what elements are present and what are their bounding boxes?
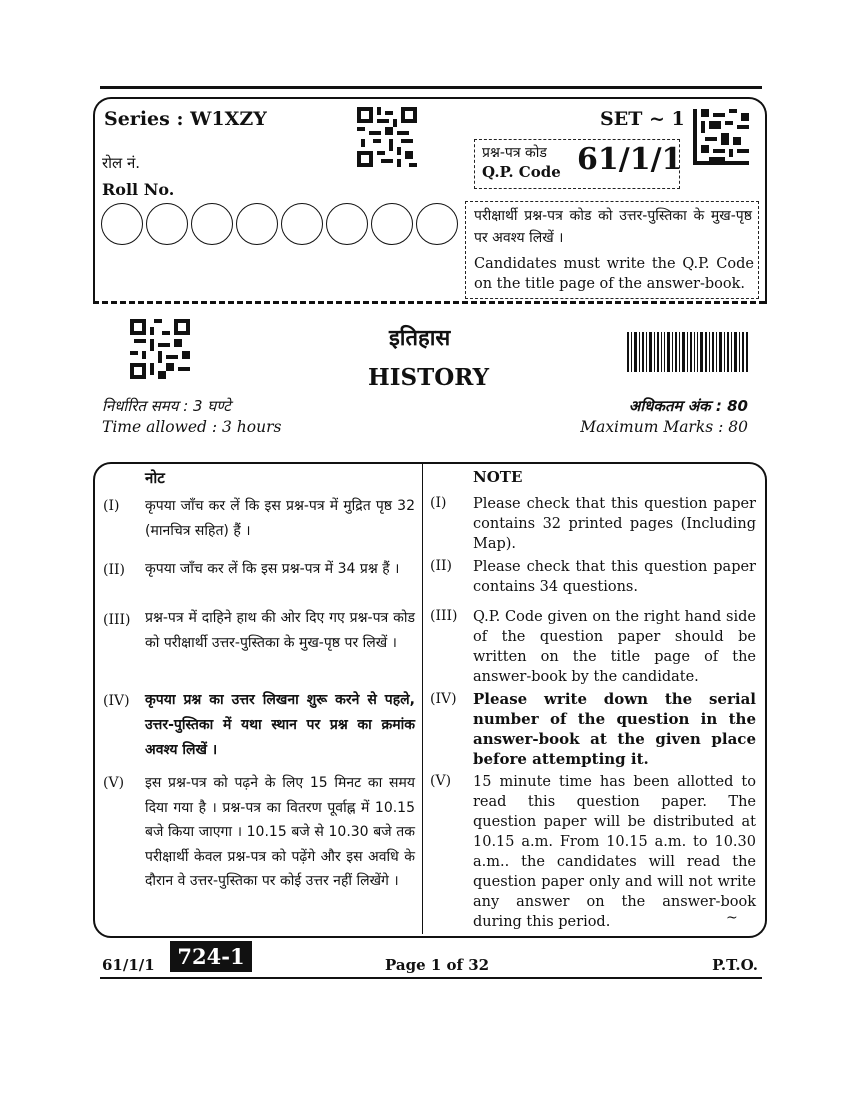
note-heading-hindi: नोट (145, 469, 165, 487)
note-item-number: (II) (430, 558, 452, 574)
max-marks-english: Maximum Marks : 80 (580, 418, 748, 436)
note-item-hindi: कृपया जाँच कर लें कि इस प्रश्न-पत्र में मुद्रित पृष्ठ 32 (मानचित्र सहित) हैं । (145, 498, 415, 539)
note-item-number: (I) (103, 498, 120, 514)
roll-digit-circle[interactable] (326, 203, 368, 245)
note-item-number: (III) (103, 612, 131, 628)
note-item-number: (III) (430, 608, 458, 624)
note-item-number: (V) (430, 773, 452, 789)
time-allowed-hindi: निर्धारित समय : 3 घण्टे (102, 397, 231, 415)
roll-digit-circle[interactable] (371, 203, 413, 245)
column-divider (422, 464, 423, 934)
page-number: Page 1 of 32 (385, 956, 490, 974)
note-item-number: (IV) (103, 693, 130, 709)
time-allowed-english: Time allowed : 3 hours (102, 418, 282, 436)
roll-label-hindi: रोल नं. (102, 154, 141, 172)
pto-label: P.T.O. (712, 956, 758, 974)
note-item-english: 15 minute time has been allotted to read this question paper. The question paper will be distributed at 10.15 a.m. From 10.15 a.m. to 10.30 a.m.. the candidates will read the question paper only and will not write any answer on the answer-book during this period. (473, 774, 756, 930)
note-item-number: (II) (103, 562, 125, 578)
qp-code-value: 61/1/1 (577, 142, 683, 177)
footer-code: 61/1/1 (102, 956, 155, 974)
note-item-number: (V) (103, 775, 125, 791)
note-item-english: Please check that this question paper contains 32 printed pages (Including Map). (473, 496, 756, 552)
qp-code-label-english: Q.P. Code (482, 163, 561, 181)
series-label: Series : W1XZY (104, 108, 267, 130)
bottom-rule (100, 977, 762, 979)
footer-box-code: 724-1 (170, 941, 252, 972)
notice-english: Candidates must write the Q.P. Code on the title page of the answer-book. (474, 256, 754, 292)
max-marks-hindi: अधिकतम अंक : 80 (628, 397, 748, 415)
note-heading-english: NOTE (473, 468, 523, 486)
note-item-hindi: कृपया जाँच कर लें कि इस प्रश्न-पत्र में 34 प्रश्न हैं । (145, 561, 400, 577)
note-item-hindi: कृपया प्रश्न का उत्तर लिखना शुरू करने से पहले, उत्तर-पुस्तिका में यथा स्थान पर प्रश्न का क्रमांक अवश्य लिखें । (145, 692, 415, 758)
note-item-hindi: इस प्रश्न-पत्र को पढ़ने के लिए 15 मिनट का समय दिया गया है । प्रश्न-पत्र का वितरण पूर्वाह्न में 10.15 बजे किया जाएगा । 10.15 बजे से 10.30 बजे तक परीक्षार्थी केवल प्रश्न-पत्र को पढ़ेंगे और इस अवधि के दौरान वे उत्तर-पुस्तिका पर कोई उत्तर नहीं लिखेंगे । (145, 775, 415, 889)
roll-number-boxes (101, 203, 458, 245)
note-item-english: Please check that this question paper contains 34 questions. (473, 559, 756, 595)
dashed-separator (93, 301, 765, 304)
note-item-hindi: प्रश्न-पत्र में दाहिने हाथ की ओर दिए गए प्रश्न-पत्र कोड को परीक्षार्थी उत्तर-पुस्तिका के मुख-पृष्ठ पर लिखें । (145, 610, 415, 651)
note-item-number: (I) (430, 495, 447, 511)
note-item-english: Q.P. Code given on the right hand side of the question paper should be written on the title page of the answer-book by the candidate. (473, 609, 756, 685)
roll-digit-circle[interactable] (236, 203, 278, 245)
subject-title-hindi: इतिहास (389, 326, 451, 351)
continuation-mark: ~ (726, 910, 738, 926)
barcode-icon (627, 332, 748, 372)
subject-title-english: HISTORY (368, 364, 490, 391)
data-matrix-icon (693, 108, 749, 166)
qp-code-label-hindi: प्रश्न-पत्र कोड (482, 145, 547, 161)
roll-digit-circle[interactable] (416, 203, 458, 245)
roll-digit-circle[interactable] (146, 203, 188, 245)
set-label: SET ~ 1 (600, 108, 685, 130)
roll-digit-circle[interactable] (281, 203, 323, 245)
qr-code-icon (130, 319, 190, 379)
notice-hindi: परीक्षार्थी प्रश्न-पत्र कोड को उत्तर-पुस्तिका के मुख-पृष्ठ पर अवश्य लिखें । (474, 208, 752, 246)
note-item-number: (IV) (430, 691, 457, 707)
qr-code-icon (357, 107, 417, 167)
roll-digit-circle[interactable] (191, 203, 233, 245)
note-item-english: Please write down the serial number of the question in the answer-book at the given place before attempting it. (473, 690, 756, 768)
roll-digit-circle[interactable] (101, 203, 143, 245)
top-rule (100, 86, 762, 89)
roll-label-english: Roll No. (102, 180, 175, 199)
